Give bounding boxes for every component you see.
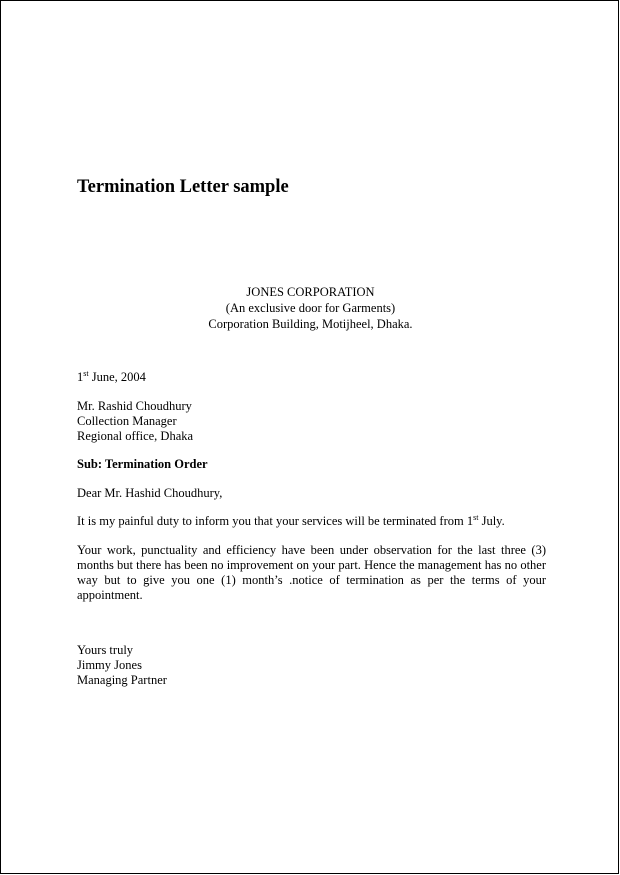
signature-block bbox=[77, 643, 546, 688]
paragraph-notice-text: It is my painful duty to inform you that your services will be terminated from 1 bbox=[77, 514, 474, 528]
recipient-block bbox=[77, 399, 546, 444]
document-title: Termination Letter sample bbox=[77, 177, 289, 197]
recipient-name: Mr. Rashid Choudhury bbox=[77, 399, 192, 413]
paragraph-notice bbox=[77, 514, 546, 529]
paragraph-notice-suffix: st bbox=[473, 513, 479, 522]
subject-line: Sub: Termination Order bbox=[77, 457, 208, 471]
company-name: JONES CORPORATION bbox=[246, 285, 375, 299]
closing: Yours truly bbox=[77, 643, 134, 657]
date-month-year: June, 2004 bbox=[88, 370, 146, 384]
date-day-suffix: st bbox=[83, 369, 89, 378]
date-day: 1 bbox=[77, 370, 84, 384]
company-header bbox=[1, 284, 620, 332]
company-address: Corporation Building, Motijheel, Dhaka. bbox=[208, 317, 413, 331]
company-tagline: (An exclusive door for Garments) bbox=[225, 301, 396, 315]
paragraph-notice-end: July. bbox=[478, 514, 505, 528]
salutation: Dear Mr. Hashid Choudhury, bbox=[77, 486, 223, 500]
letter-date bbox=[77, 370, 546, 385]
signer-title: Managing Partner bbox=[77, 673, 167, 687]
signer-name: Jimmy Jones bbox=[77, 658, 142, 672]
recipient-position: Collection Manager bbox=[77, 414, 177, 428]
paragraph-reason: Your work, punctuality and efficiency have been under observation for the last three (3) months but there has been no improvement on your part. Hence the management has no other way but to give you one (1) month’s .notice of termination as per the terms of your appointment. bbox=[77, 543, 546, 602]
recipient-office: Regional office, Dhaka bbox=[77, 429, 194, 443]
